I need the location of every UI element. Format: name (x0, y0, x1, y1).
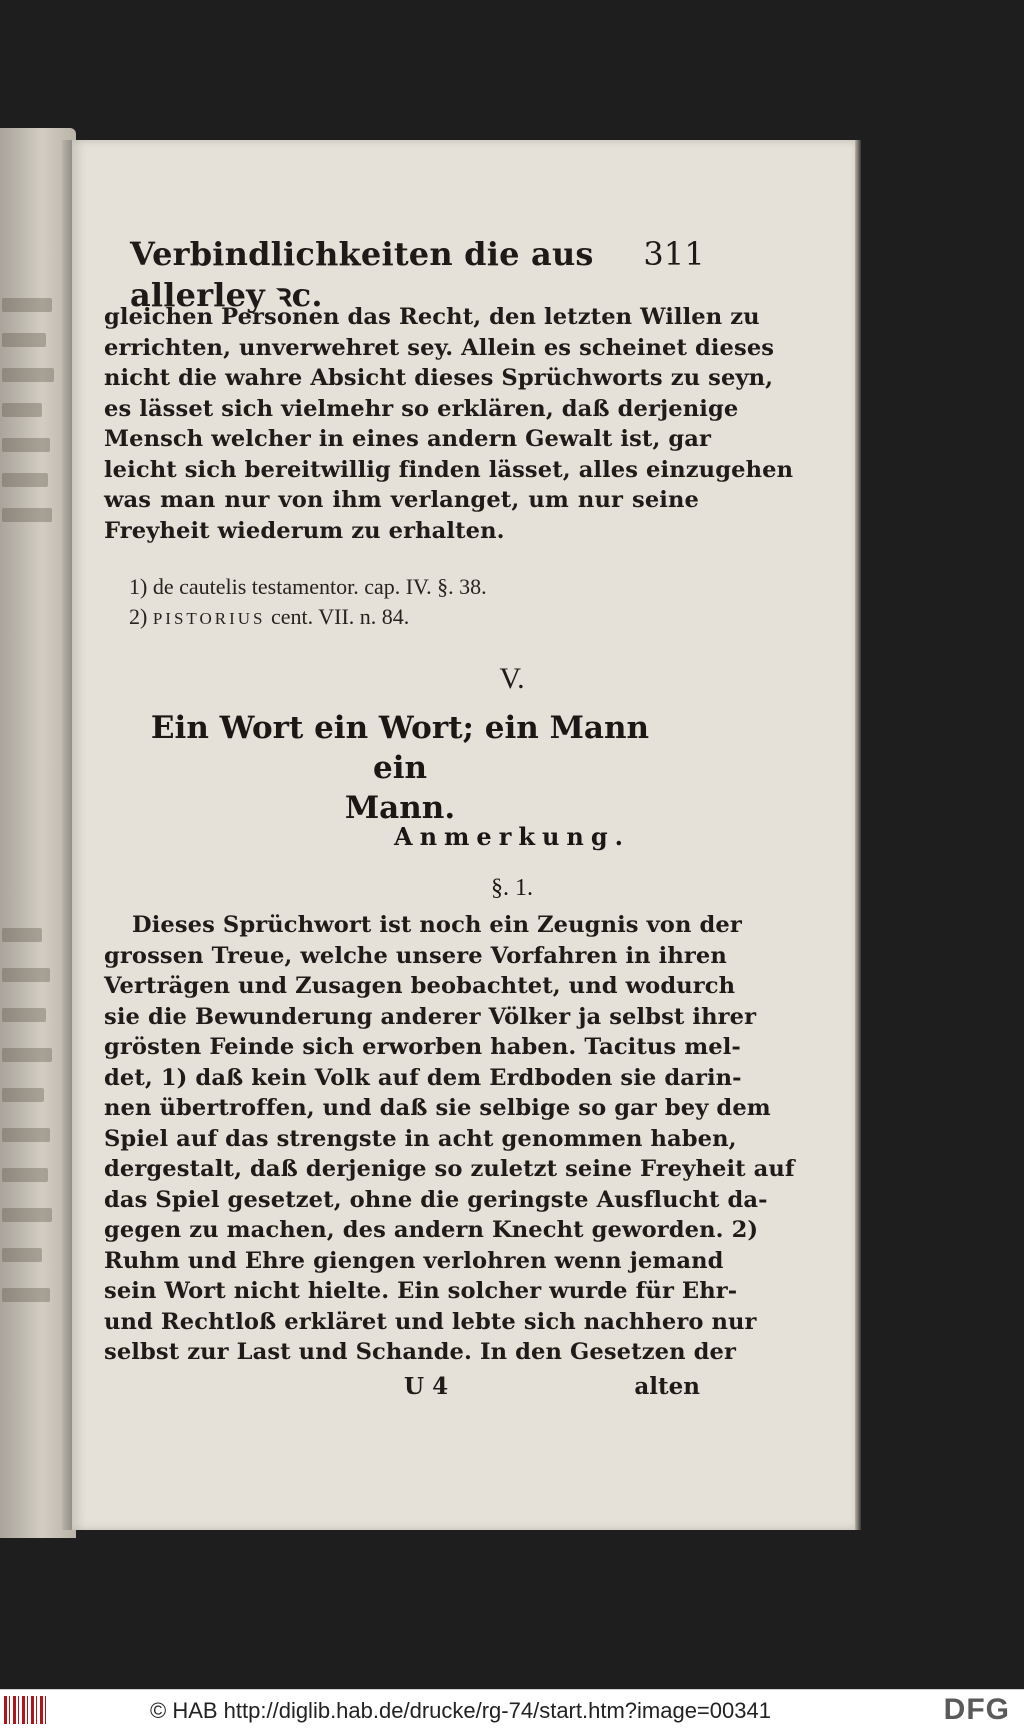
text-line: errichten, unverwehret sey. Allein es scheinet dieses (104, 334, 775, 361)
text-line: Mensch welcher in eines andern Gewalt ist, gar (104, 426, 712, 452)
credit-bar (0, 1689, 1024, 1730)
text-line: Dieses Sprüchwort ist noch ein Zeugnis von der (132, 912, 742, 938)
signature-mark: U 4 (404, 1373, 449, 1400)
page-number: 311 (643, 235, 705, 273)
footnote-text: cent. VII. n. 84. (270, 604, 410, 629)
text-line: Verträgen und Zusagen beobachtet, und wodurch (104, 973, 736, 999)
footnote-number: 1) (129, 574, 148, 599)
text-line: gegen zu machen, des andern Knecht geworden. 2) (104, 1217, 759, 1243)
bleed-through-line (2, 333, 46, 347)
footnotes (129, 572, 629, 634)
barcode-icon (4, 1696, 46, 1724)
bleed-through-line (2, 438, 50, 452)
footnote-1 (129, 572, 629, 602)
footnote-author: PISTORIUS (152, 609, 266, 628)
text-line: det, 1) daß kein Volk auf dem Erdboden sie darin- (104, 1064, 742, 1091)
bleed-through-line (2, 1288, 50, 1302)
footnote-text: de cautelis testamentor. cap. IV. §. 38. (152, 574, 487, 599)
text-line: Spiel auf das strengste in acht genommen haben, (104, 1125, 737, 1152)
bleed-through-line (2, 1048, 52, 1062)
catchword: alten (634, 1373, 700, 1400)
bleed-through-line (2, 1008, 46, 1022)
text-line: es lässet sich vielmehr so erklären, daß derjenige (104, 395, 739, 422)
bleed-through-line (2, 1128, 50, 1142)
text-line: grösten Feinde sich erworben haben. Tacitus mel- (104, 1034, 741, 1060)
text-line: selbst zur Last und Schande. In den Gesetzen der (104, 1339, 736, 1365)
source-link[interactable]: © HAB http://diglib.hab.de/drucke/rg-74/start.htm?image=00341 (150, 1698, 771, 1723)
text-line: das Spiel gesetzet, ohne die geringste Ausflucht da- (104, 1186, 768, 1213)
section-title (130, 708, 670, 828)
bleed-through-line (2, 928, 42, 942)
top-paragraph (104, 302, 794, 546)
bleed-through-line (2, 968, 50, 982)
bleed-through-line (2, 298, 52, 312)
text-line: gleichen Personen das Recht, den letzten Willen zu (104, 304, 760, 330)
bleed-through-line (2, 473, 48, 487)
text-line: was man nur von ihm verlanget, um nur seine (104, 487, 699, 513)
bleed-through-line (2, 403, 42, 417)
footnote-number: 2) (129, 604, 148, 629)
page-footer (104, 1373, 700, 1405)
section-title-line: Mann. (344, 790, 456, 826)
text-line: nicht die wahre Absicht dieses Sprüchworts zu seyn, (104, 365, 774, 391)
text-line: und Rechtloß erkläret und lebte sich nachhero nur (104, 1308, 757, 1335)
footnote-2 (129, 602, 629, 634)
text-line: leicht sich bereitwillig finden lässet, alles einzugehen (104, 456, 794, 483)
bleed-through-line (2, 1088, 44, 1102)
subheading: Anmerkung. (393, 822, 631, 851)
running-title: Verbindlichkeiten die aus allerley ꝛc. (130, 235, 594, 314)
paragraph-mark: §. 1. (491, 875, 533, 901)
bleed-through-line (2, 1248, 42, 1262)
text-line: Freyheit wiederum zu erhalten. (104, 517, 505, 544)
dfg-logo: DFG (943, 1693, 1010, 1726)
text-line: grossen Treue, welche unsere Vorfahren in ihren (104, 942, 727, 969)
bleed-through-line (2, 368, 54, 382)
bleed-through-line (2, 1168, 48, 1182)
text-line: nen übertroffen, und daß sie selbige so gar bey dem (104, 1095, 771, 1121)
section-title-line: Ein Wort ein Wort; ein Mann ein (150, 710, 650, 786)
text-line: Ruhm und Ehre giengen verlohren wenn jemand (104, 1247, 724, 1274)
text-line: sein Wort nicht hielte. Ein solcher wurde für Ehr- (104, 1278, 738, 1304)
main-paragraph (104, 910, 795, 1368)
text-line: dergestalt, daß derjenige so zuletzt seine Freyheit auf (104, 1156, 795, 1182)
bleed-through-line (2, 1208, 52, 1222)
section-numeral: V. (499, 662, 525, 695)
text-line: sie die Bewunderung anderer Völker ja selbst ihrer (104, 1003, 757, 1030)
bleed-through-line (2, 508, 52, 522)
